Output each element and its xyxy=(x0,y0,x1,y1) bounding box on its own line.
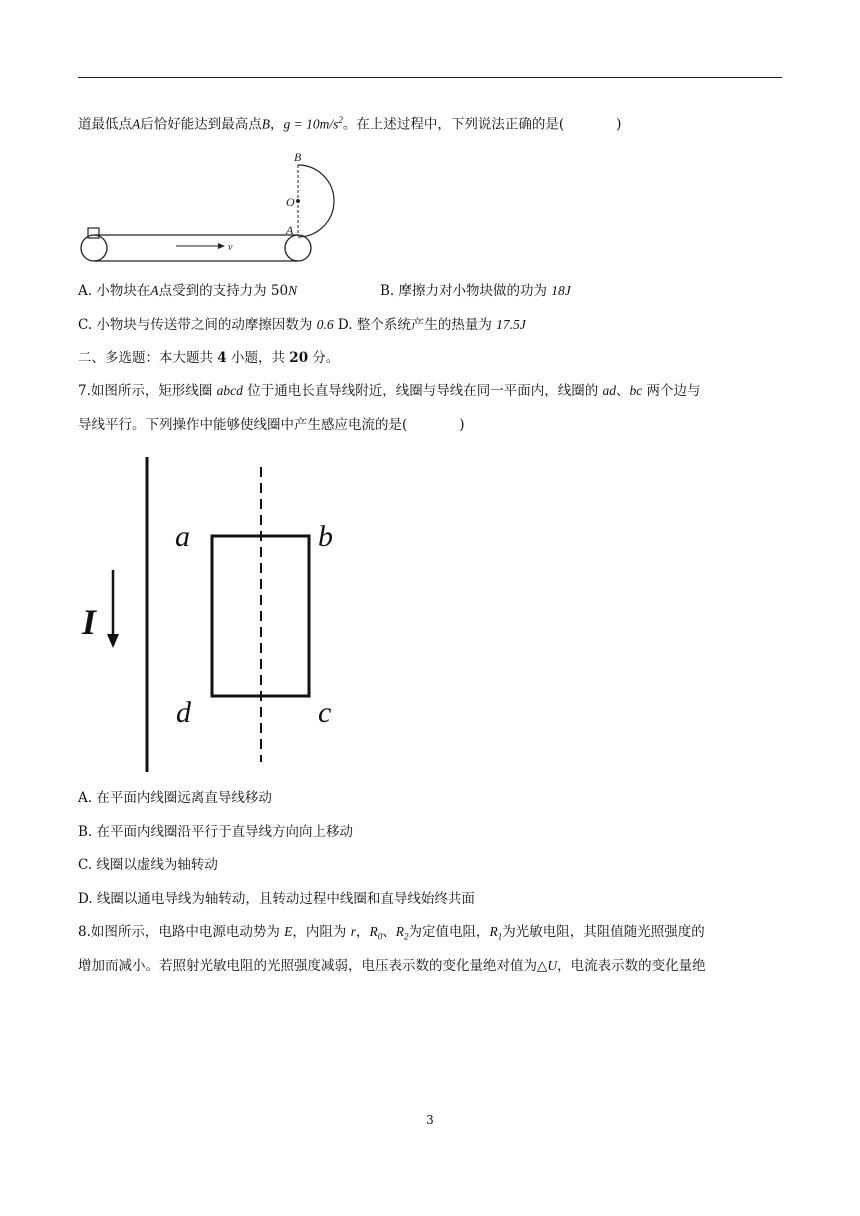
q7-stem-line-2: 导线平行。下列操作中能够使线圈中产生感应电流的是( ) xyxy=(78,417,465,433)
header-rule xyxy=(78,77,782,78)
velocity-label: v xyxy=(228,242,233,253)
svg-text:d: d xyxy=(176,696,191,729)
q7-option-c: C. 线圈以虚线为轴转动 xyxy=(78,857,218,873)
small-block xyxy=(88,228,99,238)
q6-stem: 道最低点A后恰好能达到最高点B，$g = 10m/s^2$。在上述过程中，下列说法正确的是( ) xyxy=(78,115,622,133)
q7-option-d: D. 线圈以通电导线为轴转动，且转动过程中线圈和直导线始终共面 xyxy=(78,891,475,907)
q6-options-c-d: C. 小物块与传送带之间的动摩擦因数为 0.6 D. 整个系统产生的热量为 17.5J xyxy=(78,317,526,333)
semicircle-track xyxy=(298,165,334,237)
svg-text:A: A xyxy=(286,223,294,237)
conveyor-figure xyxy=(78,148,348,266)
q8-stem-line-2: 增加而减小。若照射光敏电阻的光照强度减弱，电压表示数的变化量绝对值为△U，电流表示数的变化量绝 xyxy=(78,958,706,974)
svg-text:a: a xyxy=(175,520,190,553)
section-heading: 二、多选题：本大题共 4 小题，共 20 分。 xyxy=(78,350,340,366)
current-label: I xyxy=(82,602,97,642)
q7-option-a: A. 在平面内线圈远离直导线移动 xyxy=(78,790,272,806)
coil-wire-figure xyxy=(78,452,368,777)
right-roller xyxy=(285,235,311,261)
svg-text:b: b xyxy=(318,520,333,553)
svg-text:O: O xyxy=(286,195,295,209)
svg-text:B: B xyxy=(294,150,302,164)
svg-text:c: c xyxy=(318,696,332,729)
q6-option-a: A. 小物块在A点受到的支持力为 50N xyxy=(78,283,298,299)
q8-stem-line-1: 8.如图所示，电路中电源电动势为 E，内阻为 r，$R_0$、$R_2$为定值电阻，$R_1$为光敏电阻，其阻值随光照强度的 xyxy=(78,924,705,942)
page-number: 3 xyxy=(426,1113,434,1127)
q7-stem-line-1: 7.如图所示，矩形线圈 abcd 位于通电长直导线附近，线圈与导线在同一平面内，线圈的 ad、bc 两个边与 xyxy=(78,383,701,399)
q7-option-b: B. 在平面内线圈沿平行于直导线方向向上移动 xyxy=(78,824,354,840)
q6-option-b: B. 摩擦力对小物块做的功为 18J xyxy=(380,283,571,299)
left-roller xyxy=(81,235,107,261)
